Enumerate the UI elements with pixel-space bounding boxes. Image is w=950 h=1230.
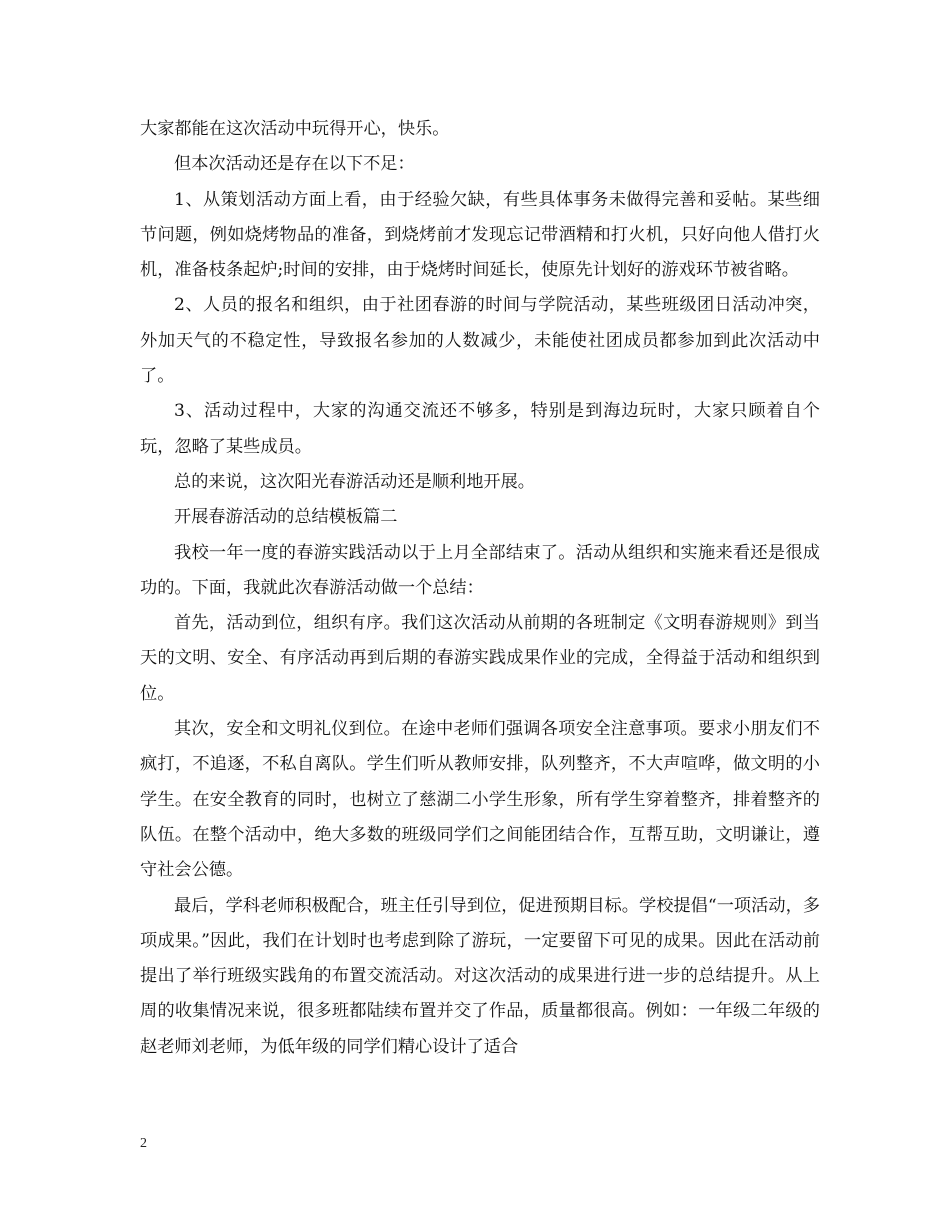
page-number: 2 xyxy=(140,1136,147,1151)
paragraph-5: 3、活动过程中，大家的沟通交流还不够多，特别是到海边玩时，大家只顾着自个玩，忽略了某些成员。 xyxy=(140,401,820,457)
paragraph-10: 其次，安全和文明礼仪到位。在途中老师们强调各项安全注意事项。要求小朋友们不疯打，不追逐，不私自离队。学生们听从教师安排，队列整齐，不大声喧哗，做文明的小学生。在安全教育的同时，也树立了慈湖二小学生形象，所有学生穿着整齐，排着整齐的队伍。在整个活动中，绝大多数的班级同学们之间能团结合作，互帮互助，文明谦让，遵守社会公德。 xyxy=(140,719,820,881)
paragraph-1: 大家都能在这次活动中玩得开心，快乐。 xyxy=(140,119,450,139)
paragraph-11: 最后，学科老师积极配合，班主任引导到位，促进预期目标。学校提倡“一项活动，多项成果。”因此，我们在计划时也考虑到除了游玩，一定要留下可见的成果。因此在活动前提出了举行班级实践角的布置交流活动。对这次活动的成果进行进一步的总结提升。从上周的收集情况来说，很多班都陆续布置并交了作品，质量都很高。例如：一年级二年级的赵老师刘老师，为低年级的同学们精心设计了适合 xyxy=(140,895,820,1057)
section-heading: 开展春游活动的总结模板篇二 xyxy=(174,507,398,528)
document-body xyxy=(140,112,820,1065)
paragraph-4: 2、人员的报名和组织，由于社团春游的时间与学院活动，某些班级团日活动冲突，外加天气的不稳定性，导致报名参加的人数减少，未能使社团成员都参加到此次活动中了。 xyxy=(140,295,820,387)
paragraph-8: 我校一年一度的春游实践活动以于上月全部结束了。活动从组织和实施来看还是很成功的。下面，我就此次春游活动做一个总结： xyxy=(140,542,820,598)
paragraph-9: 首先，活动到位，组织有序。我们这次活动从前期的各班制定《文明春游规则》到当天的文明、安全、有序活动再到后期的春游实践成果作业的完成，全得益于活动和组织到位。 xyxy=(140,613,820,704)
paragraph-3: 1、从策划活动方面上看，由于经验欠缺，有些具体事务未做得完善和妥帖。某些细节问题，例如烧烤物品的准备，到烧烤前才发现忘记带酒精和打火机，只好向他人借打火机，准备枝条起炉;时间的安排，由于烧烤时间延长，使原先计划好的游戏环节被省略。 xyxy=(140,189,820,281)
paragraph-2: 但本次活动还是存在以下不足： xyxy=(174,154,415,175)
paragraph-6: 总的来说，这次阳光春游活动还是顺利地开展。 xyxy=(174,471,535,492)
